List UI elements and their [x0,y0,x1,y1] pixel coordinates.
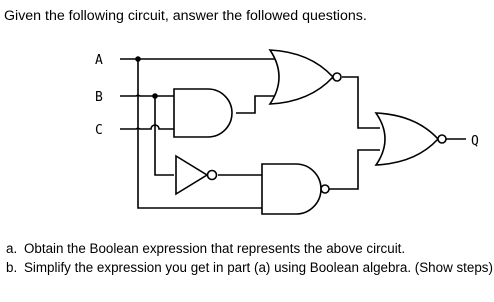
nor-gate-3-bubble [438,135,446,143]
and-gate-1 [174,89,232,137]
nor-gate-3 [376,113,438,165]
part-b-letter: b. [6,260,18,275]
not-gate-bubble [208,171,217,180]
part-a-text: Obtain the Boolean expression that represents the above circuit. [24,241,406,256]
question-heading: Given the following circuit, answer the followed questions. [4,8,367,24]
not-gate [176,156,207,194]
input-label-b: B [95,90,103,105]
nor-gate-1 [270,50,333,104]
input-label-a: A [95,53,103,68]
nand-gate-2 [262,164,321,214]
input-label-c: C [95,123,103,138]
wire-b [120,95,174,96]
wire-b-branch [155,96,174,175]
part-a-letter: a. [6,241,18,256]
part-b-text: Simplify the expression you get in part (a) using Boolean algebra. (Show steps) [24,260,493,275]
question-part-a [6,241,405,256]
question-part-b [6,260,493,275]
nand-gate-2-bubble [321,185,329,193]
wire-nor1-or3 [342,77,380,128]
wire-nand2-or3 [327,150,380,189]
wire-c [120,125,174,129]
output-label-q: Q [471,134,479,149]
nor-gate-1-bubble [333,73,341,81]
